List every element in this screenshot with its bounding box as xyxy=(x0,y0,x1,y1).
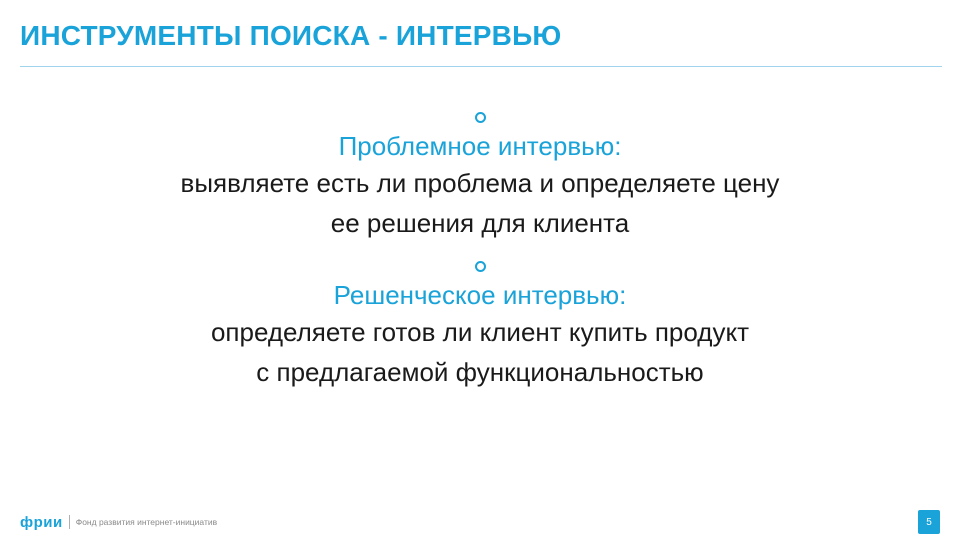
slide-title: ИНСТРУМЕНТЫ ПОИСКА - ИНТЕРВЬЮ xyxy=(20,20,562,51)
item-text-line: определяете готов ли клиент купить продукт xyxy=(210,317,750,347)
item-text-line: выявляете есть ли проблема и определяете цену xyxy=(180,168,780,198)
item-heading-problem-interview: Проблемное интервью: xyxy=(338,131,622,161)
footer xyxy=(20,513,217,531)
footer-separator xyxy=(69,515,70,529)
frii-logo: фрии xyxy=(20,513,63,531)
page-number: 5 xyxy=(926,516,932,528)
page-number-badge xyxy=(918,510,940,534)
item-text-line: ее решения для клиента xyxy=(330,208,630,238)
footer-org-name: Фонд развития интернет-инициатив xyxy=(75,517,218,527)
ring-bullet-icon xyxy=(475,112,486,123)
item-text-line: с предлагаемой функциональностью xyxy=(256,357,704,387)
item-heading-solution-interview: Решенческое интервью: xyxy=(333,280,627,310)
ring-bullet-icon xyxy=(475,261,486,272)
title-divider xyxy=(20,66,942,67)
slide-content xyxy=(0,108,960,392)
